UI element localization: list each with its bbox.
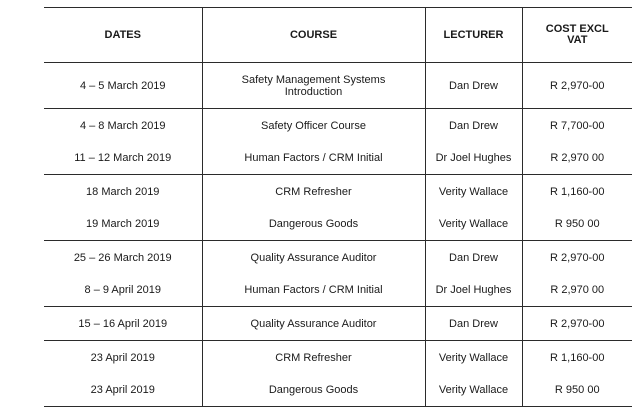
header-dates: DATES xyxy=(44,8,202,63)
cell-lecturer: Verity Wallace xyxy=(425,175,522,209)
cell-dates: 25 – 26 March 2019 xyxy=(73,251,172,264)
cell-course: Quality Assurance Auditor xyxy=(202,241,425,275)
cell-course: Safety Officer Course xyxy=(202,109,425,143)
cell-lecturer: Verity Wallace xyxy=(425,341,522,375)
table-row xyxy=(44,63,632,109)
table-row xyxy=(44,241,632,275)
cell-cost: R 2,970-00 xyxy=(522,307,632,341)
table-row xyxy=(44,341,632,375)
cell-course: Dangerous Goods xyxy=(202,208,425,241)
cell-cost: R 1,160-00 xyxy=(522,341,632,375)
table-row xyxy=(44,175,632,209)
header-cost-line2: VAT xyxy=(567,34,588,46)
cell-course: Human Factors / CRM Initial xyxy=(202,142,425,175)
cell-dates: 23 April 2019 xyxy=(44,374,202,407)
table-row xyxy=(44,142,632,175)
cell-cost: R 7,700-00 xyxy=(522,109,632,143)
cell-lecturer: Dan Drew xyxy=(425,241,522,275)
cell-dates: 4 – 5 March 2019 xyxy=(44,63,202,109)
header-lecturer: LECTURER xyxy=(425,8,522,63)
cell-dates: 23 April 2019 xyxy=(90,351,155,364)
cell-lecturer: Dr Joel Hughes xyxy=(425,274,522,307)
cell-lecturer: Dan Drew xyxy=(425,109,522,143)
cell-cost: R 2,970 00 xyxy=(522,274,632,307)
table-row xyxy=(44,307,632,341)
cell-course-line2: Introduction xyxy=(284,85,343,98)
header-cost-line1: COST EXCL xyxy=(545,23,609,35)
cell-course: Dangerous Goods xyxy=(202,374,425,407)
header-cost xyxy=(522,8,632,63)
cell-course: Quality Assurance Auditor xyxy=(202,307,425,341)
cell-course: Human Factors / CRM Initial xyxy=(202,274,425,307)
cell-cost: R 2,970-00 xyxy=(522,241,632,275)
cell-course: CRM Refresher xyxy=(202,341,425,375)
header-row xyxy=(44,8,632,63)
cell-lecturer: Dr Joel Hughes xyxy=(425,142,522,175)
table-row xyxy=(44,109,632,143)
cell-cost: R 950 00 xyxy=(522,374,632,407)
cell-lecturer: Verity Wallace xyxy=(425,208,522,241)
cell-dates: 19 March 2019 xyxy=(44,208,202,241)
cell-dates: 8 – 9 April 2019 xyxy=(44,274,202,307)
cell-lecturer: Dan Drew xyxy=(425,63,522,109)
cell-cost: R 950 00 xyxy=(522,208,632,241)
table-row xyxy=(44,374,632,407)
table-row xyxy=(44,208,632,241)
course-schedule-table xyxy=(44,7,632,407)
cell-dates: 11 – 12 March 2019 xyxy=(44,142,202,175)
cell-cost: R 2,970 00 xyxy=(522,142,632,175)
cell-lecturer: Verity Wallace xyxy=(425,374,522,407)
cell-cost: R 2,970-00 xyxy=(522,63,632,109)
cell-dates: 15 – 16 April 2019 xyxy=(44,307,202,341)
cell-lecturer: Dan Drew xyxy=(425,307,522,341)
cell-course: CRM Refresher xyxy=(202,175,425,209)
table-row xyxy=(44,274,632,307)
cell-dates: 4 – 8 March 2019 xyxy=(79,119,166,132)
cell-dates: 18 March 2019 xyxy=(86,185,160,198)
cell-course-line1: Safety Management Systems xyxy=(241,73,386,86)
cell-cost: R 1,160-00 xyxy=(522,175,632,209)
cell-course xyxy=(202,63,425,109)
header-course: COURSE xyxy=(202,8,425,63)
